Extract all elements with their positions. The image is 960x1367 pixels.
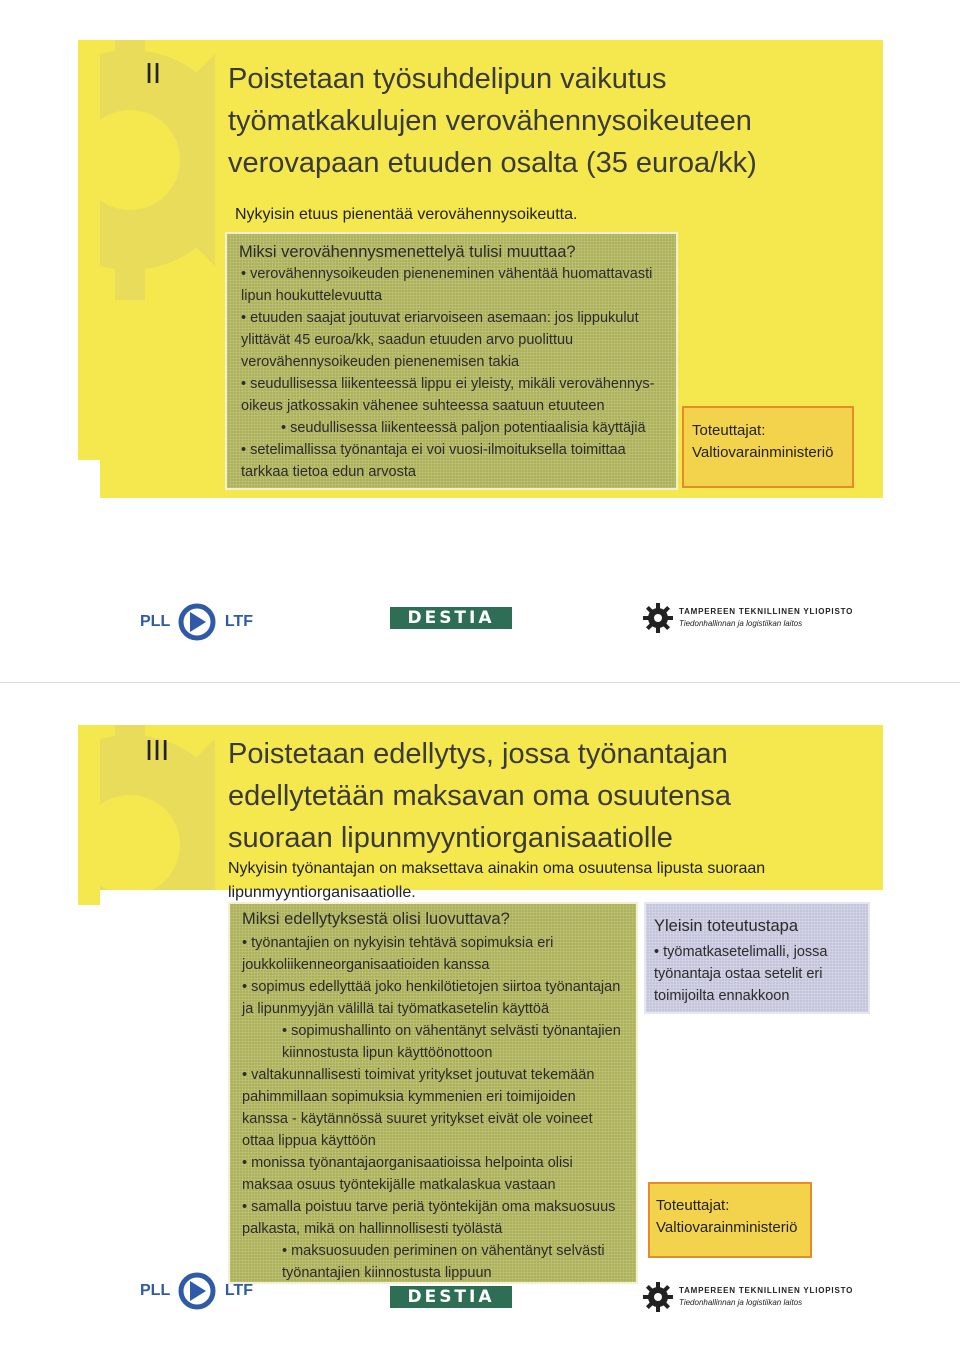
partner-logos <box>140 593 860 643</box>
box-line: • sopimushallinto on vähentänyt selvästi työnantajien <box>282 1023 621 1039</box>
implementer-value: Valtiovarainministeriö <box>656 1219 798 1236</box>
tty-department: Tiedonhallinnan ja logistiikan laitos <box>679 1298 803 1307</box>
box-line: kanssa - käytännössä suuret yritykset eivät ole voineet <box>242 1111 593 1127</box>
box-line: tarkkaa tietoa edun arvosta <box>241 464 416 480</box>
slide-left-bar <box>78 40 100 640</box>
box-line: • monissa työnantajaorganisaatioissa helpointa olisi <box>242 1155 573 1171</box>
title-line: työmatkakulujen verovähennysoikeuteen <box>228 105 752 137</box>
blue-box-line: • työmatkasetelimalli, jossa <box>654 944 828 960</box>
box-line: • samalla poistuu tarve periä työntekijän oma maksuosuus <box>242 1199 616 1215</box>
tty-name: TAMPEREEN TEKNILLINEN YLIOPISTO <box>679 1286 854 1295</box>
box-line: • seudullisessa liikenteessä paljon potentiaalisia käyttäjiä <box>281 420 646 436</box>
slide-number: II <box>145 58 162 90</box>
box-line: palkasta, mikä on hallinnollisesti työlästä <box>242 1221 503 1237</box>
reasons-box <box>225 232 678 490</box>
pll-text: PLL <box>140 1282 170 1300</box>
box-line: työnantajien kiinnostusta lippuun <box>282 1265 492 1281</box>
pll-ltf-emblem-icon <box>176 1272 218 1310</box>
slide-title <box>228 58 757 184</box>
tty-department: Tiedonhallinnan ja logistiikan laitos <box>679 619 803 628</box>
intro-line: lipunmyyntiorganisaatiolle. <box>228 884 416 901</box>
box-line: ja lipunmyyjän välillä tai työmatkasetelin käyttöä <box>242 1001 550 1017</box>
box-line: • maksuosuuden periminen on vähentänyt selvästi <box>282 1243 605 1259</box>
blue-box-line: toimijoilta ennakkoon <box>654 988 790 1004</box>
ltf-text: LTF <box>224 613 253 631</box>
box-line: • valtakunnallisesti toimivat yritykset joutuvat tekemään <box>242 1067 595 1083</box>
title-line: verovapaan etuuden osalta (35 euroa/kk) <box>228 147 757 179</box>
pll-ltf-logo <box>140 603 253 641</box>
tty-gear-icon <box>643 603 673 633</box>
box-line: oikeus jatkossakin vähenee suhteessa saatuun etuuteen <box>241 398 605 414</box>
implementer-box <box>682 406 854 488</box>
box-line: • verovähennysoikeuden pieneneminen vähentää huomattavasti <box>241 266 653 282</box>
reasons-box <box>228 902 638 1284</box>
box-line: ylittävät 45 euroa/kk, saadun etuuden arvo puolittuu <box>241 332 574 348</box>
partner-logos <box>140 1272 860 1322</box>
box-line: pahimmillaan sopimuksia kymmenien eri toimijoiden <box>242 1089 576 1105</box>
destia-logo: DESTIA <box>390 607 512 629</box>
box-line: kiinnostusta lipun käyttöönottoon <box>282 1045 493 1061</box>
tty-name: TAMPEREEN TEKNILLINEN YLIOPISTO <box>679 607 854 616</box>
destia-logo: DESTIA <box>390 1286 512 1308</box>
box-line: • seudullisessa liikenteessä lippu ei yleisty, mikäli verovähennys- <box>241 376 655 392</box>
implementer-label: Toteuttajat: <box>692 422 766 439</box>
box-line: lipun houkuttelevuutta <box>241 288 383 304</box>
box-line: • työnantajien on nykyisin tehtävä sopimuksia eri <box>242 935 554 951</box>
box-line: maksaa osuus työntekijälle matkalaskua vastaan <box>242 1177 556 1193</box>
title-line: suoraan lipunmyyntiorganisaatiolle <box>228 822 673 854</box>
title-line: Poistetaan työsuhdelipun vaikutus <box>228 63 667 95</box>
box-line: ottaa lippua käyttöön <box>242 1133 376 1149</box>
tty-logo <box>643 603 854 638</box>
title-line: Poistetaan edellytys, jossa työnantajan <box>228 738 728 770</box>
implementer-label: Toteuttajat: <box>656 1197 730 1214</box>
pll-ltf-logo <box>140 1272 253 1310</box>
slide-2 <box>0 695 960 1355</box>
box-line: • sopimus edellyttää joko henkilötietojen siirtoa työnantajan <box>242 979 621 995</box>
pll-ltf-emblem-icon <box>176 603 218 641</box>
slide-left-bar <box>78 725 100 1325</box>
box-line: • setelimallissa työnantaja ei voi vuosi-ilmoituksella toimittaa <box>241 442 626 458</box>
title-line: edellytetään maksavan oma osuutensa <box>228 780 731 812</box>
box-heading: Miksi verovähennysmenettelyä tulisi muuttaa? <box>239 243 576 261</box>
box-line: joukkoliikenneorganisaatioiden kanssa <box>242 957 490 973</box>
ltf-text: LTF <box>224 1282 253 1300</box>
implementation-method-box <box>644 902 870 1014</box>
tty-gear-icon <box>643 1282 673 1312</box>
tty-logo <box>643 1282 854 1317</box>
slide-number: III <box>145 735 170 767</box>
intro-text: Nykyisin etuus pienentää verovähennysoikeutta. <box>235 206 578 223</box>
slide-1 <box>0 10 960 670</box>
implementer-box <box>648 1182 812 1258</box>
pll-text: PLL <box>140 613 170 631</box>
page-divider <box>0 682 960 683</box>
slide-title <box>228 733 731 859</box>
intro-text <box>228 860 765 902</box>
box-line: verovähennysoikeuden pienenemisen takia <box>241 354 520 370</box>
implementer-value: Valtiovarainministeriö <box>692 444 834 461</box>
box-heading: Miksi edellytyksestä olisi luovuttava? <box>242 910 510 928</box>
box-line: • etuuden saajat joutuvat eriarvoiseen asemaan: jos lippukulut <box>241 310 639 326</box>
blue-box-line: työnantaja ostaa setelit eri <box>654 966 823 982</box>
intro-line: Nykyisin työnantajan on maksettava ainakin oma osuutensa lipusta suoraan <box>228 860 766 877</box>
blue-box-heading: Yleisin toteutustapa <box>654 917 799 935</box>
